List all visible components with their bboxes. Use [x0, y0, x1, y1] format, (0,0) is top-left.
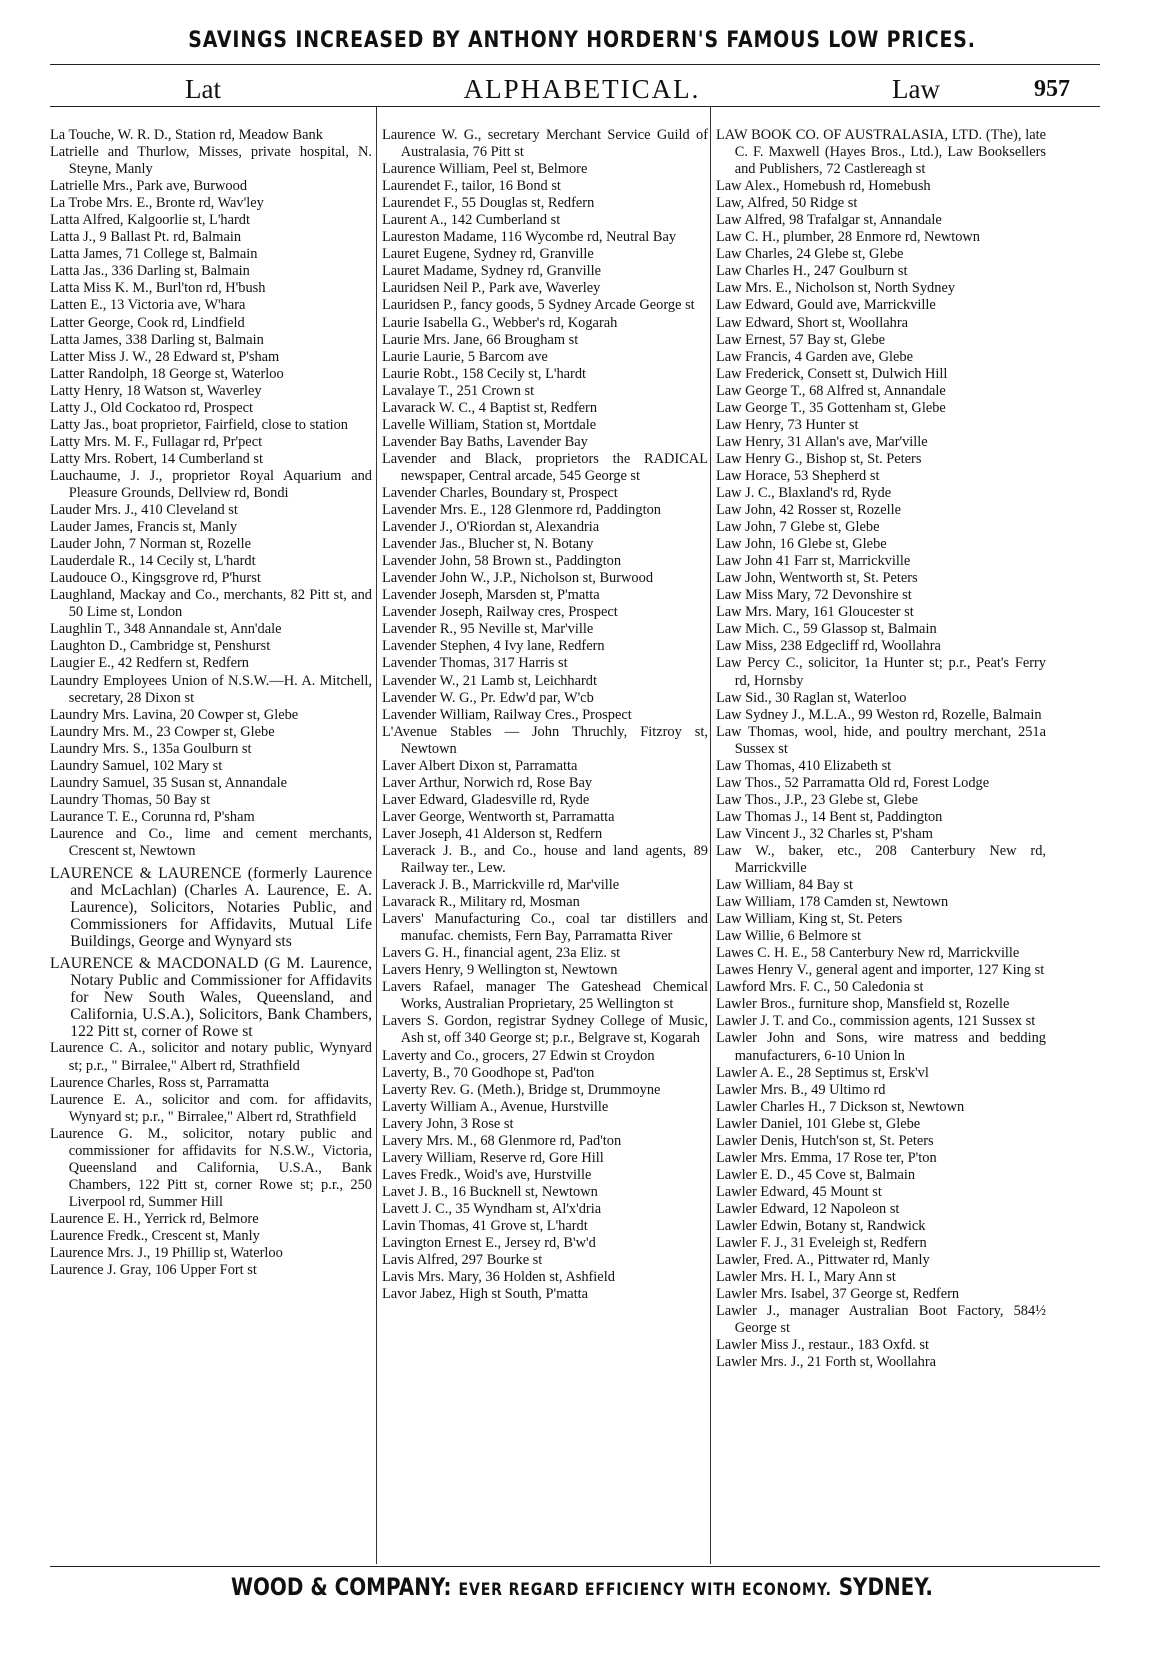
- directory-entry: Lawler John and Sons, wire matress and bedding manufacturers, 6-10 Union ln: [716, 1030, 1046, 1064]
- directory-entry: Law Thomas, 410 Elizabeth st: [716, 757, 892, 774]
- directory-entry: Law W., baker, etc., 208 Canterbury New rd, Marrickville: [716, 842, 1046, 877]
- directory-entry: Law Ernest, 57 Bay st, Glebe: [716, 331, 886, 348]
- directory-entry: LAW BOOK CO. OF AUSTRALASIA, LTD. (The), late C. F. Maxwell (Hayes Bros., Ltd.), Law Booksellers and Publishers, 72 Castlereagh st: [716, 127, 1046, 178]
- page-number: 957: [1034, 76, 1070, 102]
- directory-entry: Lawler Miss J., restaur., 183 Oxfd. st: [716, 1337, 930, 1354]
- top-advertisement-banner: SAVINGS INCREASED BY ANTHONY HORDERN'S FAMOUS LOW PRICES.: [188, 28, 976, 53]
- directory-entry: Laurence and Co., lime and cement merchants, Crescent st, Newtown: [50, 825, 372, 859]
- directory-entry: Laver Albert Dixon st, Parramatta: [382, 757, 578, 774]
- directory-entry: Laurence W. G., secretary Merchant Service Guild of Australasia, 76 Pitt st: [382, 127, 708, 161]
- directory-entry: Law Charles H., 247 Goulburn st: [716, 263, 908, 280]
- directory-entry: Lavis Mrs. Mary, 36 Holden st, Ashfield: [382, 1269, 615, 1286]
- directory-entry: Lawler Charles H., 7 Dickson st, Newtown: [716, 1098, 965, 1115]
- directory-entry: Lauderdale R., 14 Cecily st, L'hardt: [50, 553, 256, 570]
- directory-entry: Lawler E. D., 45 Cove st, Balmain: [716, 1166, 916, 1183]
- directory-entry: Laver Edward, Gladesville rd, Ryde: [382, 791, 590, 808]
- directory-entry: Latrielle and Thurlow, Misses, private hospital, N. Steyne, Manly: [50, 144, 372, 178]
- directory-entry: Laugier E., 42 Redfern st, Redfern: [50, 655, 250, 672]
- directory-entry: Law, Alfred, 50 Ridge st: [716, 195, 858, 212]
- directory-entry: Lavers Rafael, manager The Gateshead Chemical Works, Australian Proprietary, 25 Wellington st: [382, 979, 708, 1013]
- directory-entry: Lavender Charles, Boundary st, Prospect: [382, 484, 618, 501]
- directory-entry: Lauchaume, J. J., proprietor Royal Aquarium and Pleasure Grounds, Dellview rd, Bondi: [50, 467, 372, 501]
- directory-entry: Laurie Robt., 158 Cecily st, L'hardt: [382, 365, 587, 382]
- directory-entry: Law Edward, Gould ave, Marrickville: [716, 297, 936, 314]
- directory-entry: Laverack J. B., and Co., house and land agents, 89 Railway ter., Lew.: [382, 842, 708, 877]
- directory-entry: Laverack J. B., Marrickville rd, Mar'ville: [382, 877, 620, 894]
- directory-entry: Lavender R., 95 Neville st, Mar'ville: [382, 621, 594, 638]
- bottom-advertisement-banner: [99, 1573, 1065, 1601]
- directory-entry: Law Charles, 24 Glebe st, Glebe: [716, 246, 904, 263]
- directory-entry: Law John, 42 Rosser st, Rozelle: [716, 502, 902, 519]
- top-divider: [50, 64, 1100, 65]
- directory-entry: Lauder Mrs. J., 410 Cleveland st: [50, 502, 238, 519]
- directory-entry: Lavender W., 21 Lamb st, Leichhardt: [382, 672, 597, 689]
- directory-entry: Law John, Wentworth st, St. Peters: [716, 570, 918, 587]
- directory-entry: Laurence Mrs. J., 19 Phillip st, Waterloo: [50, 1245, 283, 1262]
- directory-entry: Lavender and Black, proprietors the RADICAL newspaper, Central arcade, 545 George st: [382, 450, 708, 484]
- directory-entry: Law George T., 68 Alfred st, Annandale: [716, 382, 946, 399]
- directory-entry: Latta Miss K. M., Burl'ton rd, H'bush: [50, 280, 266, 297]
- directory-entry: Laurence C. A., solicitor and notary public, Wynyard st; p.r., " Birralee," Albert rd, Strathfield: [50, 1040, 372, 1074]
- advert-city: SYDNEY.: [838, 1573, 933, 1601]
- directory-entry: Laudouce O., Kingsgrove rd, P'hurst: [50, 570, 261, 587]
- directory-entry: Laurence Fredk., Crescent st, Manly: [50, 1228, 260, 1244]
- directory-entry: Laundry Mrs. S., 135a Goulburn st: [50, 740, 252, 757]
- directory-entry: Lauret Eugene, Sydney rd, Granville: [382, 246, 594, 263]
- directory-entry: Latten E., 13 Victoria ave, W'hara: [50, 297, 246, 314]
- directory-entry: Lavis Alfred, 297 Bourke st: [382, 1252, 543, 1269]
- directory-entry: Laureston Madame, 116 Wycombe rd, Neutral Bay: [382, 229, 677, 246]
- directory-entry: Latty Mrs. M. F., Fullagar rd, Pr'pect: [50, 433, 263, 450]
- directory-entry: Latta James, 71 College st, Balmain: [50, 246, 258, 263]
- directory-entry: Latta James, 338 Darling st, Balmain: [50, 331, 264, 348]
- directory-entry: Lawes C. H. E., 58 Canterbury New rd, Marrickville: [716, 945, 1020, 962]
- directory-entry: Lawler Edwin, Botany st, Randwick: [716, 1218, 926, 1234]
- directory-entry: Law William, 84 Bay st: [716, 877, 854, 894]
- directory-entry: Law Frederick, Consett st, Dulwich Hill: [716, 365, 948, 382]
- directory-entry: Law Edward, Short st, Woollahra: [716, 314, 909, 331]
- directory-entry: Latty Jas., boat proprietor, Fairfield, close to station: [50, 416, 348, 433]
- advert-company: WOOD & COMPANY:: [231, 1573, 452, 1601]
- directory-entry: La Trobe Mrs. E., Bronte rd, Wav'ley: [50, 195, 264, 212]
- directory-entry: Laves Fredk., Woid's ave, Hurstville: [382, 1166, 592, 1183]
- directory-entry: Lawler J. T. and Co., commission agents, 121 Sussex st: [716, 1013, 1036, 1030]
- directory-entry: Lavender William, Railway Cres., Prospect: [382, 706, 632, 723]
- header-last-keyword: Law: [892, 74, 940, 104]
- directory-entry: Latter George, Cook rd, Lindfield: [50, 314, 245, 331]
- directory-entry: Lavarack R., Military rd, Mosman: [382, 894, 580, 911]
- directory-entry: Lavett J. C., 35 Wyndham st, Al'x'dria: [382, 1200, 602, 1217]
- directory-entry: Laver Arthur, Norwich rd, Rose Bay: [382, 774, 593, 791]
- directory-entry: Lauridsen Neil P., Park ave, Waverley: [382, 280, 601, 297]
- directory-entry: Law Thomas, wool, hide, and poultry merchant, 251a Sussex st: [716, 723, 1046, 757]
- directory-entry: Law Percy C., solicitor, 1a Hunter st; p.r., Peat's Ferry rd, Hornsby: [716, 655, 1046, 689]
- directory-entry: Laurence J. Gray, 106 Upper Fort st: [50, 1262, 257, 1279]
- directory-entry: Law Miss Mary, 72 Devonshire st: [716, 587, 912, 604]
- directory-entry: Lauret Madame, Sydney rd, Granville: [382, 263, 601, 280]
- directory-entry: Lawler Denis, Hutch'son st, St. Peters: [716, 1132, 934, 1149]
- directory-entry: Lavender Joseph, Railway cres, Prospect: [382, 604, 618, 621]
- directory-entry: Law Henry G., Bishop st, St. Peters: [716, 450, 922, 467]
- directory-entry: Law Henry, 31 Allan's ave, Mar'ville: [716, 433, 928, 450]
- header-divider: [50, 106, 1100, 107]
- directory-entry: Lavender Mrs. E., 128 Glenmore rd, Paddington: [382, 502, 661, 519]
- directory-entry: Lawler Mrs. Emma, 17 Rose ter, P'ton: [716, 1149, 937, 1166]
- directory-entry: Lawler Mrs. Isabel, 37 George st, Redfern: [716, 1286, 960, 1303]
- directory-entry: Latty Henry, 18 Watson st, Waverley: [50, 382, 262, 399]
- directory-entry: Law Willie, 6 Belmore st: [716, 928, 862, 945]
- directory-entry: Lavender John W., J.P., Nicholson st, Burwood: [382, 570, 654, 587]
- directory-entry: Laundry Mrs. M., 23 Cowper st, Glebe: [50, 723, 275, 740]
- directory-entry: Lavelle William, Station st, Mortdale: [382, 416, 597, 433]
- directory-entry: Laurendet F., tailor, 16 Bond st: [382, 178, 561, 195]
- directory-entry: Laughland, Mackay and Co., merchants, 82 Pitt st, and 50 Lime st, London: [50, 587, 372, 621]
- directory-entry: Lavarack W. C., 4 Baptist st, Redfern: [382, 399, 598, 416]
- directory-entry: Lavender John, 58 Brown st., Paddington: [382, 553, 622, 570]
- directory-entry: Law Vincent J., 32 Charles st, P'sham: [716, 825, 933, 842]
- directory-entry: Laurie Mrs. Jane, 66 Brougham st: [382, 331, 579, 348]
- directory-entry: Lavender W. G., Pr. Edw'd par, W'cb: [382, 689, 594, 706]
- directory-entry: Laundry Employees Union of N.S.W.—H. A. Mitchell, secretary, 28 Dixon st: [50, 672, 372, 706]
- directory-entry: Lawler F. J., 31 Eveleigh st, Redfern: [716, 1235, 927, 1252]
- directory-entry: Lawler, Fred. A., Pittwater rd, Manly: [716, 1252, 930, 1269]
- directory-entry: Lavender Bay Baths, Lavender Bay: [382, 433, 588, 450]
- directory-entry: Law Henry, 73 Hunter st: [716, 416, 859, 433]
- directory-entry: Lavers G. H., financial agent, 23a Eliz. st: [382, 945, 621, 962]
- directory-entry: Laurie Isabella G., Webber's rd, Kogarah: [382, 314, 618, 331]
- directory-entry: Lawler A. E., 28 Septimus st, Ersk'vl: [716, 1064, 929, 1081]
- directory-entry: Latty Mrs. Robert, 14 Cumberland st: [50, 450, 264, 467]
- directory-entry: Laurance T. E., Corunna rd, P'sham: [50, 808, 255, 825]
- directory-entry: Law Alfred, 98 Trafalgar st, Annandale: [716, 212, 942, 229]
- directory-entry: Law Sid., 30 Raglan st, Waterloo: [716, 689, 907, 706]
- directory-entry: Lavender Stephen, 4 Ivy lane, Redfern: [382, 638, 605, 655]
- directory-entry: Lavers S. Gordon, registrar Sydney College of Music, Ash st, off 340 George st; p.r., Belgrave st, Kogarah: [382, 1013, 708, 1047]
- directory-entry: Law Mich. C., 59 Glassop st, Balmain: [716, 621, 937, 638]
- directory-entry: Latta Jas., 336 Darling st, Balmain: [50, 263, 250, 280]
- directory-entry: Lavet J. B., 16 Bucknell st, Newtown: [382, 1183, 598, 1200]
- directory-entry: Law Francis, 4 Garden ave, Glebe: [716, 348, 913, 365]
- directory-entry: Laughlin T., 348 Annandale st, Ann'dale: [50, 621, 282, 638]
- directory-entry: Laver George, Wentworth st, Parramatta: [382, 808, 615, 825]
- directory-entry: Lawler J., manager Australian Boot Factory, 584½ George st: [716, 1303, 1046, 1337]
- directory-entry: Lavery William, Reserve rd, Gore Hill: [382, 1149, 604, 1166]
- directory-entry: Lavender Jas., Blucher st, N. Botany: [382, 536, 594, 553]
- directory-entry: Law Miss, 238 Edgecliff rd, Woollahra: [716, 638, 941, 655]
- directory-entry: Law Thos., 52 Parramatta Old rd, Forest Lodge: [716, 774, 990, 791]
- bottom-divider: [50, 1566, 1100, 1567]
- directory-entry: Laurence E. A., solicitor and com. for affidavits, Wynyard st; p.r., " Birralee," Albert rd, Strathfield: [50, 1091, 372, 1125]
- directory-entry: Latta Alfred, Kalgoorlie st, L'hardt: [50, 212, 250, 229]
- directory-entry: Lawler Bros., furniture shop, Mansfield st, Rozelle: [716, 996, 1010, 1013]
- directory-entry: Laundry Thomas, 50 Bay st: [50, 791, 211, 808]
- directory-entry: Law George T., 35 Gottenham st, Glebe: [716, 399, 946, 416]
- directory-entry: Law Mrs. Mary, 161 Gloucester st: [716, 604, 914, 621]
- directory-entry: Laurence Charles, Ross st, Parramatta: [50, 1074, 269, 1091]
- directory-entry: Law Mrs. E., Nicholson st, North Sydney: [716, 280, 956, 297]
- directory-entry: Lavor Jabez, High st South, P'matta: [382, 1286, 589, 1303]
- directory-entry: La Touche, W. R. D., Station rd, Meadow Bank: [50, 127, 323, 143]
- advert-slogan: EVER REGARD EFFICIENCY WITH ECONOMY.: [458, 1580, 832, 1600]
- directory-entry: Law J. C., Blaxland's rd, Ryde: [716, 484, 892, 501]
- directory-entry: Law John, 16 Glebe st, Glebe: [716, 536, 887, 553]
- directory-entry: Law William, King st, St. Peters: [716, 911, 903, 928]
- directory-entry: Law John, 7 Glebe st, Glebe: [716, 519, 880, 536]
- directory-entry: Lavender Joseph, Marsden st, P'matta: [382, 587, 600, 604]
- directory-entry: Latter Randolph, 18 George st, Waterloo: [50, 365, 284, 382]
- directory-entry: Lavery Mrs. M., 68 Glenmore rd, Pad'ton: [382, 1132, 622, 1149]
- directory-entry: Lawes Henry V., general agent and importer, 127 King st: [716, 962, 1045, 979]
- directory-entry: Law Thomas J., 14 Bent st, Paddington: [716, 808, 943, 825]
- column-divider: [376, 107, 377, 1564]
- directory-entry: Lavery John, 3 Rose st: [382, 1115, 514, 1132]
- directory-entry: Laurendet F., 55 Douglas st, Redfern: [382, 195, 595, 212]
- directory-entry: Lawler Edward, 45 Mount st: [716, 1183, 882, 1200]
- directory-entry: Lavers' Manufacturing Co., coal tar distillers and manufac. chemists, Fern Bay, Parramatta River: [382, 911, 708, 945]
- directory-entry: Lauder John, 7 Norman st, Rozelle: [50, 536, 252, 553]
- directory-entry: Law William, 178 Camden st, Newtown: [716, 894, 949, 911]
- directory-entry: Laurent A., 142 Cumberland st: [382, 212, 561, 229]
- directory-entry: Laverty, B., 70 Goodhope st, Pad'ton: [382, 1064, 595, 1081]
- directory-column-3: [716, 127, 1046, 1562]
- directory-column-1: [50, 127, 372, 1562]
- directory-entry: Lawler Mrs. J., 21 Forth st, Woollahra: [716, 1354, 937, 1371]
- column-divider: [710, 107, 711, 1564]
- directory-entry: Lawford Mrs. F. C., 50 Caledonia st: [716, 979, 924, 996]
- directory-entry: LAURENCE & MACDONALD (G M. Laurence, Notary Public and Commissioner for Affidavits for New South Wales, Queensland, and California, U.S.A.), Solicitors, Bank Chambers, 122 Pitt st, corner of Rowe st: [50, 955, 372, 1041]
- directory-entry: Laver Joseph, 41 Alderson st, Redfern: [382, 825, 603, 842]
- directory-entry: Law Sydney J., M.L.A., 99 Weston rd, Rozelle, Balmain: [716, 706, 1042, 723]
- directory-entry: Latter Miss J. W., 28 Edward st, P'sham: [50, 348, 280, 365]
- directory-entry: L'Avenue Stables — John Thruchly, Fitzroy st, Newtown: [382, 723, 708, 757]
- directory-entry: Lavington Ernest E., Jersey rd, B'w'd: [382, 1235, 596, 1252]
- directory-entry: Laurence William, Peel st, Belmore: [382, 161, 588, 178]
- directory-entry: Lavender Thomas, 317 Harris st: [382, 655, 568, 672]
- directory-entry: Law Thos., J.P., 23 Glebe st, Glebe: [716, 791, 918, 808]
- directory-entry: Laundry Mrs. Lavina, 20 Cowper st, Glebe: [50, 706, 299, 723]
- directory-entry: Lawler Mrs. H. I., Mary Ann st: [716, 1269, 896, 1286]
- directory-entry: Lawler Mrs. B., 49 Ultimo rd: [716, 1081, 886, 1098]
- directory-entry: Law Alex., Homebush rd, Homebush: [716, 178, 931, 195]
- directory-entry: Lawler Daniel, 101 Glebe st, Glebe: [716, 1115, 921, 1132]
- directory-entry: Lauder James, Francis st, Manly: [50, 519, 238, 536]
- directory-entry: Law Horace, 53 Shepherd st: [716, 467, 880, 484]
- directory-entry: Latty J., Old Cockatoo rd, Prospect: [50, 399, 254, 416]
- directory-entry: Laurence E. H., Yerrick rd, Belmore: [50, 1210, 259, 1227]
- directory-entry: Law C. H., plumber, 28 Enmore rd, Newtown: [716, 229, 980, 246]
- directory-entry: Latta J., 9 Ballast Pt. rd, Balmain: [50, 229, 242, 246]
- directory-entry: Lavender J., O'Riordan st, Alexandria: [382, 519, 600, 536]
- directory-entry: Laverty and Co., grocers, 27 Edwin st Croydon: [382, 1047, 655, 1064]
- directory-entry: Lavalaye T., 251 Crown st: [382, 382, 535, 399]
- directory-column-2: [382, 127, 708, 1562]
- directory-entry: Lawler Edward, 12 Napoleon st: [716, 1200, 900, 1217]
- directory-entry: Laurie Laurie, 5 Barcom ave: [382, 348, 548, 365]
- header-first-keyword: Lat: [185, 74, 221, 104]
- directory-entry: Lauridsen P., fancy goods, 5 Sydney Arcade George st: [382, 297, 695, 314]
- directory-entry: Law John 41 Farr st, Marrickville: [716, 553, 911, 570]
- directory-entry: Lavin Thomas, 41 Grove st, L'hardt: [382, 1218, 588, 1234]
- directory-entry: LAURENCE & LAURENCE (formerly Laurence and McLachlan) (Charles A. Laurence, E. A. Laurence), Solicitors, Notaries Public, and Commissioners for Affidavits, Mutual Life Buildings, George and Wynyard sts: [50, 865, 372, 951]
- directory-entry: Laundry Samuel, 102 Mary st: [50, 757, 223, 774]
- directory-entry: Laundry Samuel, 35 Susan st, Annandale: [50, 774, 288, 791]
- directory-entry: Laurence G. M., solicitor, notary public and commissioner for affidavits for N.S.W., Victoria, Queensland and California, U.S.A., Bank Chambers, 122 Pitt st, corner Rowe st; p.r., 250 Liverpool rd, Summer Hill: [50, 1125, 372, 1210]
- directory-entry: Lavers Henry, 9 Wellington st, Newtown: [382, 962, 618, 979]
- directory-entry: Laverty Rev. G. (Meth.), Bridge st, Drummoyne: [382, 1081, 661, 1098]
- directory-entry: Laverty William A., Avenue, Hurstville: [382, 1098, 609, 1115]
- directory-entry: Laughton D., Cambridge st, Penshurst: [50, 638, 271, 655]
- directory-entry: Latrielle Mrs., Park ave, Burwood: [50, 178, 248, 195]
- page-title: ALPHABETICAL.: [463, 74, 701, 104]
